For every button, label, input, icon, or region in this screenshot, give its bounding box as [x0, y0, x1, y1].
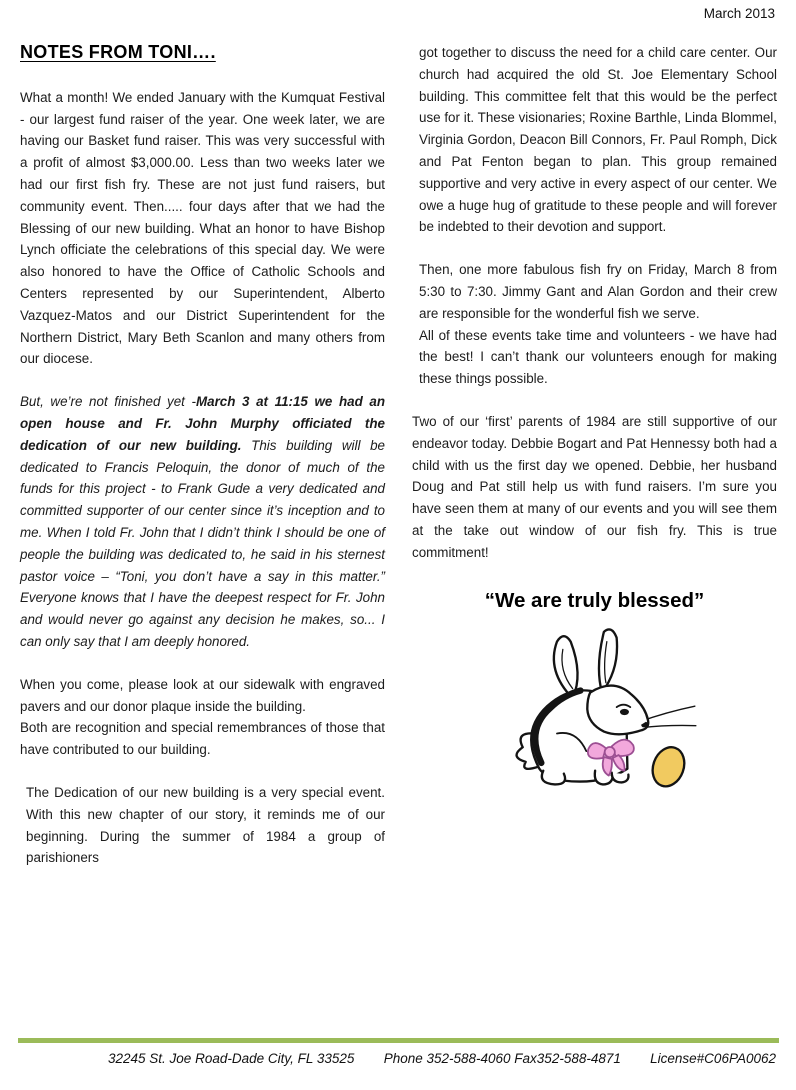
- dedication-intro: But, we’re not finished yet -: [20, 394, 196, 410]
- paragraph-dedication: [20, 391, 385, 653]
- footer-divider: [18, 1038, 779, 1043]
- right-column: [412, 42, 777, 890]
- egg-icon: [647, 742, 689, 790]
- footer-license: License#C06PA0062: [650, 1051, 776, 1066]
- paragraph-fish-fry: Then, one more fabulous fish fry on Friday, March 8 from 5:30 to 7:30. Jimmy Gant and Alan Gordon and their crew are responsible for the wonderful fish we serve.: [419, 262, 777, 321]
- dedication-rest: This building will be dedicated to Francis Peloquin, the donor of much of the funds for this project - to Frank Gude a very dedicated and committed supporter of our center since it’s inception and to me. When I told Fr. John that I didn’t think I should be one of people the building was dedicated to, he said in his sternest pastor voice – “Toni, you don’t have a say in this matter.” Everyone knows that I have the deepest respect for Fr. John and would never go against any decision he makes, so... I can only say that I am deeply honored.: [20, 437, 385, 649]
- page-title: NOTES FROM TONI….: [20, 42, 216, 62]
- paragraph-month-recap: What a month! We ended January with the Kumquat Festival - our largest fund raiser of the year. One week later, we are having our Basket fund raiser. This was very successful with a profit of almost $3,000.00. Less than two weeks later we had our first fish fry. These are not just fund raisers, but community event. Then..... four days after that we had the Blessing of our new building. What an honor to have Bishop Lynch officiate the celebrations of this special day. We were also honored to have the Office of Catholic Schools and Centers represented by our Superintendent, Alberto Vazquez-Matos and our District Superintendent for the Northern District, Mary Beth Scanlon and many others from our diocese.: [20, 89, 385, 367]
- bunny-ear-left: [553, 636, 577, 698]
- illustration-container: [412, 624, 777, 809]
- footer-phone-fax: Phone 352-588-4060 Fax352-588-4871: [383, 1051, 621, 1066]
- footer: [20, 1051, 776, 1066]
- paragraph-history-start: The Dedication of our new building is a very special event. With this new chapter of our story, it reminds me of our beginning. During the summer of 1984 a group of parishioners: [26, 784, 385, 866]
- paragraph-volunteers: All of these events take time and volunteers - we have had the best! I can’t thank our volunteers enough for making these things possible.: [419, 327, 777, 387]
- footer-address: 32245 St. Joe Road-Dade City, FL 33525: [108, 1051, 355, 1066]
- blessed-quote: “We are truly blessed”: [484, 588, 705, 612]
- paragraph-history-continued: got together to discuss the need for a child care center. Our church had acquired the old St. Joe Elementary School building. This committee felt that this would be the perfect use for it. These visionaries; Roxine Barthle, Linda Blommel, Virginia Gordon, Deacon Bill Connors, Fr. Paul Romph, Dick and Pat Fenton began to plan. This group remained supportive and very active in every aspect of our center. We owe a huge hug of gratitude to these people and will forever be indebted to their devotion and support.: [419, 45, 777, 235]
- bunny-ear-right: [598, 629, 616, 692]
- left-column: [20, 42, 385, 890]
- paragraph-sidewalk: When you come, please look at our sidewalk with engraved pavers and our donor plaque inside the building.: [20, 676, 385, 714]
- bunny-head: [587, 685, 648, 734]
- paragraph-first-parents: Two of our ‘first’ parents of 1984 are still supportive of our endeavor today. Debbie Bogart and Pat Hennessy both had a child with us the first day we opened. Debbie, her husband Doug and Pat still help us with fund raisers. I’m sure you have seen them at many of our events and you will see them at the take out window of our fish fry. This is true commitment!: [412, 413, 777, 560]
- bunny-eye: [619, 708, 628, 714]
- page-date: March 2013: [703, 6, 775, 21]
- two-column-layout: [20, 42, 777, 890]
- whisker-line: [641, 725, 696, 727]
- paragraph-recognition: Both are recognition and special remembrances of those that have contributed to our building.: [20, 720, 385, 758]
- easter-bunny-illustration: [502, 624, 698, 802]
- bunny-front-paw: [611, 772, 628, 782]
- dedication-highlight: March 3 at 11:15 we had an open house and Fr. John Murphy officiated the dedication of our new building.: [20, 394, 386, 453]
